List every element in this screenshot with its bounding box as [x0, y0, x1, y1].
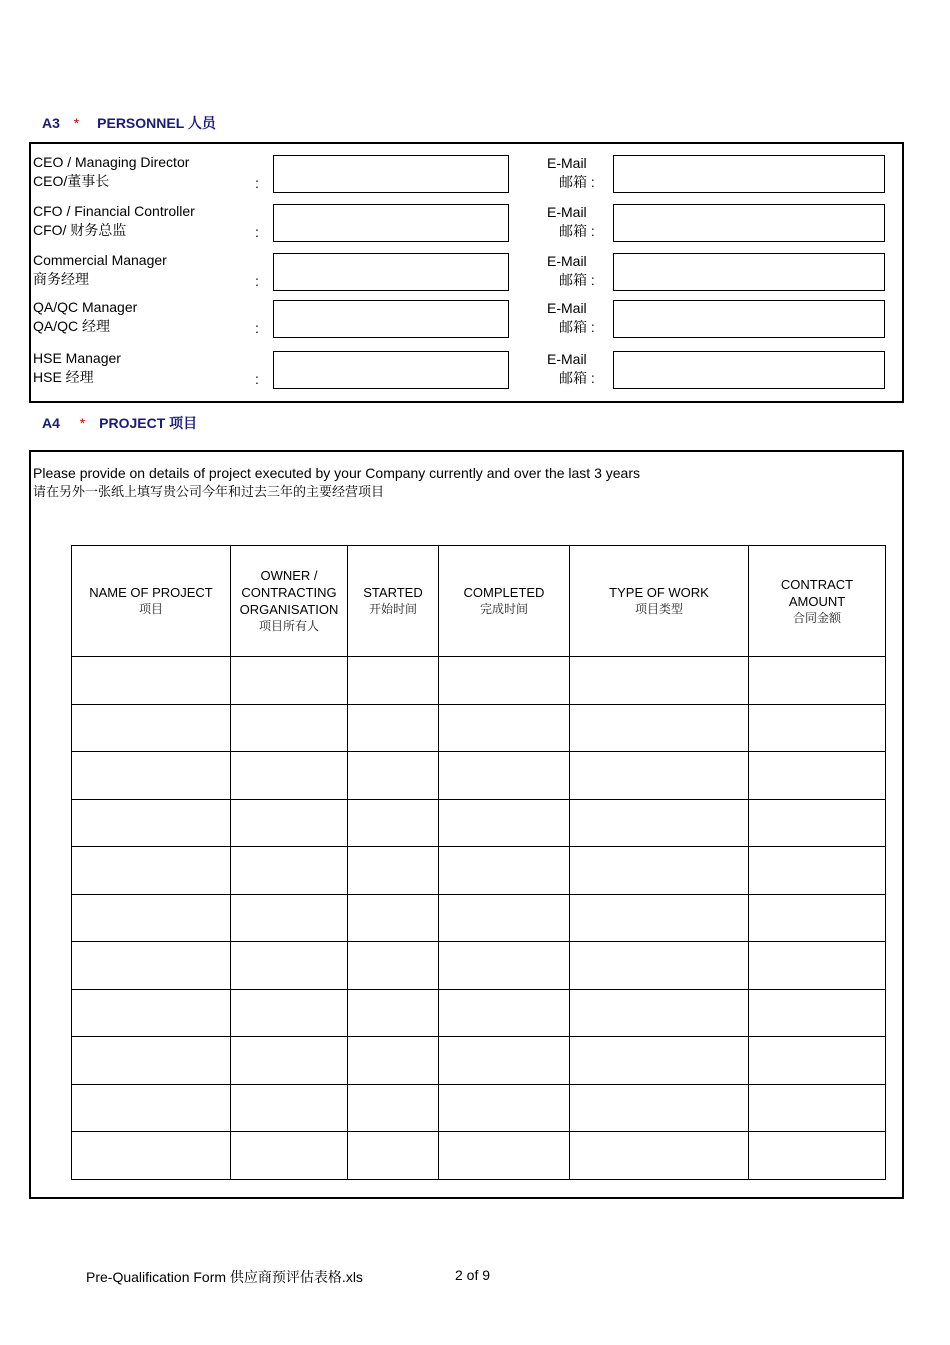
- column-header-cn: 合同金额: [792, 610, 841, 625]
- required-asterisk: *: [79, 415, 86, 431]
- table-cell[interactable]: [348, 704, 439, 752]
- role-en: CEO / Managing Director: [33, 154, 190, 170]
- project-table-header: [72, 546, 886, 657]
- email-label-cn: 邮箱 :: [559, 272, 595, 288]
- table-cell[interactable]: [231, 1037, 348, 1085]
- section-a4-heading: [42, 413, 197, 433]
- table-cell[interactable]: [749, 942, 886, 990]
- table-cell[interactable]: [231, 657, 348, 705]
- table-cell[interactable]: [72, 942, 231, 990]
- project-instructions: [33, 464, 640, 502]
- table-cell[interactable]: [570, 704, 749, 752]
- personnel-role: [33, 251, 167, 289]
- email-field[interactable]: [613, 351, 885, 389]
- footer-filename: Pre-Qualification Form 供应商预评估表格.xls: [86, 1269, 363, 1285]
- table-row: [72, 1132, 886, 1180]
- table-cell[interactable]: [72, 704, 231, 752]
- personnel-role: [33, 349, 121, 387]
- table-cell[interactable]: [570, 1132, 749, 1180]
- colon: :: [255, 224, 259, 240]
- column-header-cn: 项目类型: [634, 602, 683, 616]
- table-row: [72, 847, 886, 895]
- column-header-en: STARTED: [363, 585, 423, 600]
- email-label-en: E-Mail: [547, 204, 587, 220]
- table-cell[interactable]: [439, 657, 570, 705]
- table-cell[interactable]: [348, 752, 439, 800]
- table-row: [72, 942, 886, 990]
- email-field[interactable]: [613, 155, 885, 193]
- email-label-en: E-Mail: [547, 155, 587, 171]
- table-cell[interactable]: [570, 657, 749, 705]
- email-field[interactable]: [613, 300, 885, 338]
- role-cn: QA/QC 经理: [33, 318, 111, 334]
- table-cell[interactable]: [749, 1084, 886, 1132]
- table-cell[interactable]: [72, 1132, 231, 1180]
- column-header-cn: 开始时间: [368, 602, 417, 616]
- table-cell[interactable]: [570, 942, 749, 990]
- column-header-cn: 项目: [138, 602, 163, 616]
- role-en: Commercial Manager: [33, 252, 167, 268]
- personnel-role: [33, 202, 195, 240]
- table-cell[interactable]: [439, 799, 570, 847]
- table-cell[interactable]: [348, 847, 439, 895]
- role-cn: CFO/ 财务总监: [33, 222, 127, 238]
- table-cell[interactable]: [231, 1084, 348, 1132]
- table-cell[interactable]: [749, 799, 886, 847]
- table-cell[interactable]: [348, 989, 439, 1037]
- table-cell[interactable]: [231, 942, 348, 990]
- table-cell[interactable]: [231, 847, 348, 895]
- table-cell[interactable]: [749, 752, 886, 800]
- column-header-en: ORGANISATION: [239, 602, 339, 617]
- table-row: [72, 704, 886, 752]
- table-cell[interactable]: [570, 1084, 749, 1132]
- table-cell[interactable]: [570, 752, 749, 800]
- colon: :: [255, 273, 259, 289]
- email-label-cn: 邮箱 :: [559, 319, 595, 335]
- column-header-cn: 项目所有人: [258, 619, 319, 633]
- name-field[interactable]: [273, 155, 509, 193]
- email-label: [547, 252, 595, 290]
- name-field[interactable]: [273, 204, 509, 242]
- colon: :: [255, 320, 259, 336]
- instructions-en: Please provide on details of project executed by your Company currently and over the last 3 years: [33, 465, 640, 481]
- table-cell[interactable]: [749, 704, 886, 752]
- email-label-en: E-Mail: [547, 351, 587, 367]
- table-cell[interactable]: [231, 1132, 348, 1180]
- column-header-en: OWNER /: [260, 568, 318, 583]
- table-cell[interactable]: [439, 1132, 570, 1180]
- email-field[interactable]: [613, 204, 885, 242]
- section-code: A3: [42, 115, 60, 131]
- table-cell[interactable]: [72, 752, 231, 800]
- email-label: [547, 203, 595, 241]
- column-header-en: TYPE OF WORK: [609, 585, 709, 600]
- instructions-cn: 请在另外一张纸上填写贵公司今年和过去三年的主要经营项目: [33, 485, 385, 500]
- email-field[interactable]: [613, 253, 885, 291]
- column-header: [570, 546, 749, 657]
- table-cell[interactable]: [570, 989, 749, 1037]
- table-cell[interactable]: [439, 989, 570, 1037]
- table-cell[interactable]: [231, 704, 348, 752]
- table-cell[interactable]: [348, 657, 439, 705]
- name-field[interactable]: [273, 253, 509, 291]
- name-field[interactable]: [273, 351, 509, 389]
- table-cell[interactable]: [439, 704, 570, 752]
- table-row: [72, 752, 886, 800]
- personnel-role: [33, 153, 189, 191]
- personnel-role: [33, 298, 137, 336]
- email-label-en: E-Mail: [547, 253, 587, 269]
- table-cell[interactable]: [72, 1084, 231, 1132]
- table-cell[interactable]: [439, 894, 570, 942]
- table-cell[interactable]: [749, 1132, 886, 1180]
- table-cell[interactable]: [72, 1037, 231, 1085]
- table-row: [72, 894, 886, 942]
- email-label-cn: 邮箱 :: [559, 223, 595, 239]
- role-en: HSE Manager: [33, 350, 121, 366]
- column-header-en: COMPLETED: [463, 585, 545, 600]
- table-cell[interactable]: [72, 894, 231, 942]
- email-label: [547, 299, 595, 337]
- colon: :: [255, 175, 259, 191]
- table-cell[interactable]: [348, 942, 439, 990]
- table-cell[interactable]: [749, 894, 886, 942]
- table-cell[interactable]: [570, 894, 749, 942]
- table-cell[interactable]: [72, 989, 231, 1037]
- table-cell[interactable]: [749, 657, 886, 705]
- table-cell[interactable]: [439, 942, 570, 990]
- column-header-cn: 完成时间: [479, 602, 528, 616]
- table-cell[interactable]: [231, 752, 348, 800]
- table-cell[interactable]: [231, 894, 348, 942]
- table-cell[interactable]: [749, 1037, 886, 1085]
- column-header-en: AMOUNT: [788, 593, 846, 609]
- table-row: [72, 657, 886, 705]
- column-header: [348, 546, 439, 657]
- table-cell[interactable]: [439, 847, 570, 895]
- table-cell[interactable]: [348, 894, 439, 942]
- table-cell[interactable]: [570, 1037, 749, 1085]
- required-asterisk: *: [73, 115, 80, 131]
- table-row: [72, 1037, 886, 1085]
- role-cn: CEO/董事长: [33, 173, 110, 189]
- email-label: [547, 154, 595, 192]
- section-title: PERSONNEL 人员: [97, 115, 216, 131]
- project-table: [71, 545, 886, 1180]
- table-cell[interactable]: [570, 799, 749, 847]
- column-header: [231, 546, 348, 657]
- email-label-cn: 邮箱 :: [559, 370, 595, 386]
- table-cell[interactable]: [439, 1084, 570, 1132]
- table-cell[interactable]: [231, 989, 348, 1037]
- table-cell[interactable]: [72, 847, 231, 895]
- table-row: [72, 1084, 886, 1132]
- colon: :: [255, 371, 259, 387]
- column-header-en: CONTRACTING: [241, 585, 337, 600]
- email-label-cn: 邮箱 :: [559, 174, 595, 190]
- table-cell[interactable]: [439, 752, 570, 800]
- email-label-en: E-Mail: [547, 300, 587, 316]
- name-field[interactable]: [273, 300, 509, 338]
- table-cell[interactable]: [348, 1084, 439, 1132]
- column-header-en: CONTRACT: [780, 576, 854, 592]
- table-cell[interactable]: [348, 799, 439, 847]
- table-cell[interactable]: [570, 847, 749, 895]
- column-header-en: NAME OF PROJECT: [89, 585, 213, 600]
- table-cell[interactable]: [348, 1037, 439, 1085]
- table-cell[interactable]: [72, 657, 231, 705]
- email-label: [547, 350, 595, 388]
- table-cell[interactable]: [348, 1132, 439, 1180]
- column-header: [439, 546, 570, 657]
- table-cell[interactable]: [231, 799, 348, 847]
- section-code: A4: [42, 415, 60, 431]
- section-title: PROJECT 项目: [99, 415, 198, 431]
- table-cell[interactable]: [72, 799, 231, 847]
- table-cell[interactable]: [439, 1037, 570, 1085]
- role-cn: HSE 经理: [33, 369, 94, 385]
- role-cn: 商务经理: [33, 271, 89, 287]
- role-en: CFO / Financial Controller: [33, 203, 195, 219]
- section-a3-heading: [42, 113, 216, 133]
- table-cell[interactable]: [749, 989, 886, 1037]
- role-en: QA/QC Manager: [33, 299, 138, 315]
- column-header: [72, 546, 231, 657]
- footer-page-number: 2 of 9: [455, 1267, 491, 1283]
- table-row: [72, 799, 886, 847]
- column-header: [749, 546, 886, 657]
- table-cell[interactable]: [749, 847, 886, 895]
- table-row: [72, 989, 886, 1037]
- project-table-body: [72, 657, 886, 1180]
